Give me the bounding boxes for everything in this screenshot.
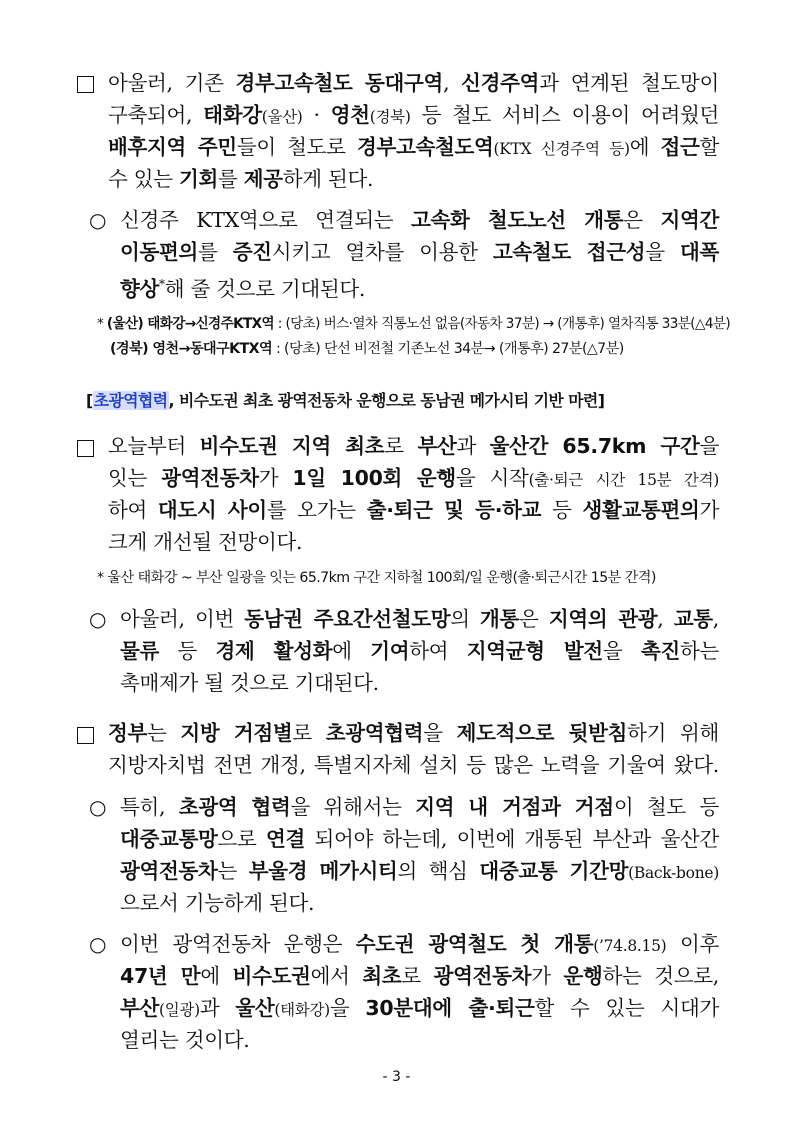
p3s1-line-4: 으로서 기능하게 된다. <box>120 891 315 915</box>
p1-line-2: 구축되어, 태화강(울산) · 영천(경북) 등 철도 서비스 이용이 어려웠던 <box>108 103 719 127</box>
page-number: - 3 - <box>382 1069 411 1085</box>
p1s-line-3: 향상*해 줄 것으로 기대된다. <box>120 276 366 301</box>
p3s1-line-3: 광역전동차는 부울경 메가시티의 핵심 대중교통 기간망(Back-bone) <box>120 859 720 883</box>
square-bullet-icon <box>77 440 94 457</box>
footnote-1-line-2: (경북) 영천→동대구KTX역 : (당초) 단선 비전철 기존노선 34분→ (개통후) 27분(△7분) <box>110 341 624 357</box>
p3s2-line-1: 이번 광역전동차 운행은 수도권 광역철도 첫 개통(’74.8.15) 이후 <box>120 932 719 956</box>
circle-bullet-icon: ○ <box>89 932 107 956</box>
p2-line-1: 오늘부터 비수도권 지역 최초로 부산과 울산간 65.7km 구간을 <box>108 434 719 458</box>
p2-line-4: 크게 개선될 전망이다. <box>108 530 303 554</box>
p3s2-line-4: 열리는 것이다. <box>120 1028 250 1052</box>
p1-line-4: 수 있는 기회를 제공하게 된다. <box>108 167 374 191</box>
square-bullet-icon <box>77 76 94 93</box>
p2s-line-2: 물류 등 경제 활성화에 기여하여 지역균형 발전을 촉진하는 <box>120 639 719 663</box>
p1s-line-2: 이동편의를 증진시키고 열차를 이용한 고속철도 접근성을 대폭 <box>120 240 719 264</box>
footnote-2: * 울산 태화강 ~ 부산 일광을 잇는 65.7km 구간 지하철 100회/일 운행(출·퇴근시간 15분 간격) <box>97 570 656 586</box>
p1-line-1: 아울러, 기존 경부고속철도 동대구역, 신경주역과 연계된 철도망이 <box>108 71 719 95</box>
p2s-line-1: 아울러, 이번 동남권 주요간선철도망의 개통은 지역의 관광, 교통, <box>120 607 719 631</box>
p3s2-line-2: 47년 만에 비수도권에서 최초로 광역전동차가 운행하는 것으로, <box>120 964 719 988</box>
p3s1-line-1: 특히, 초광역 협력을 위해서는 지역 내 거점과 거점이 철도 등 <box>120 795 719 819</box>
p3-line-1: 정부는 지방 거점별로 초광역협력을 제도적으로 뒷받침하기 위해 <box>108 721 719 745</box>
p3s2-line-3: 부산(일광)과 울산(태화강)을 30분대에 출·퇴근할 수 있는 시대가 <box>120 996 719 1020</box>
p3-line-2: 지방자치법 전면 개정, 특별지자체 설치 등 많은 노력을 기울여 왔다. <box>108 753 719 777</box>
p1-line-3: 배후지역 주민들이 철도로 경부고속철도역(KTX 신경주역 등)에 접근할 <box>108 135 720 159</box>
p2-line-3: 하여 대도시 사이를 오가는 출·퇴근 및 등·하교 등 생활교통편의가 <box>108 498 719 522</box>
circle-bullet-icon: ○ <box>89 208 107 232</box>
footnote-1-line-1: * (울산) 태화강→신경주KTX역 : (당초) 버스·열차 직통노선 없음(자동차 37분) → (개통후) 열차직통 33분(△4분) <box>97 316 731 332</box>
p1s-line-1: 신경주 KTX역으로 연결되는 고속화 철도노선 개통은 지역간 <box>120 208 719 232</box>
p2s-line-3: 촉매제가 될 것으로 기대된다. <box>120 671 379 695</box>
p2-line-2: 잇는 광역전동차가 1일 100회 운행을 시작(출·퇴근 시간 15분 간격) <box>108 466 719 490</box>
section-heading: [초광역협력, 비수도권 최초 광역전동차 운행으로 동남권 메가시티 기반 마련] <box>86 391 605 410</box>
circle-bullet-icon: ○ <box>89 795 107 819</box>
circle-bullet-icon: ○ <box>89 607 107 631</box>
p3s1-line-2: 대중교통망으로 연결 되어야 하는데, 이번에 개통된 부산과 울산간 <box>120 827 719 851</box>
square-bullet-icon <box>77 727 94 744</box>
heading-highlight: 초광역협력 <box>93 391 168 410</box>
